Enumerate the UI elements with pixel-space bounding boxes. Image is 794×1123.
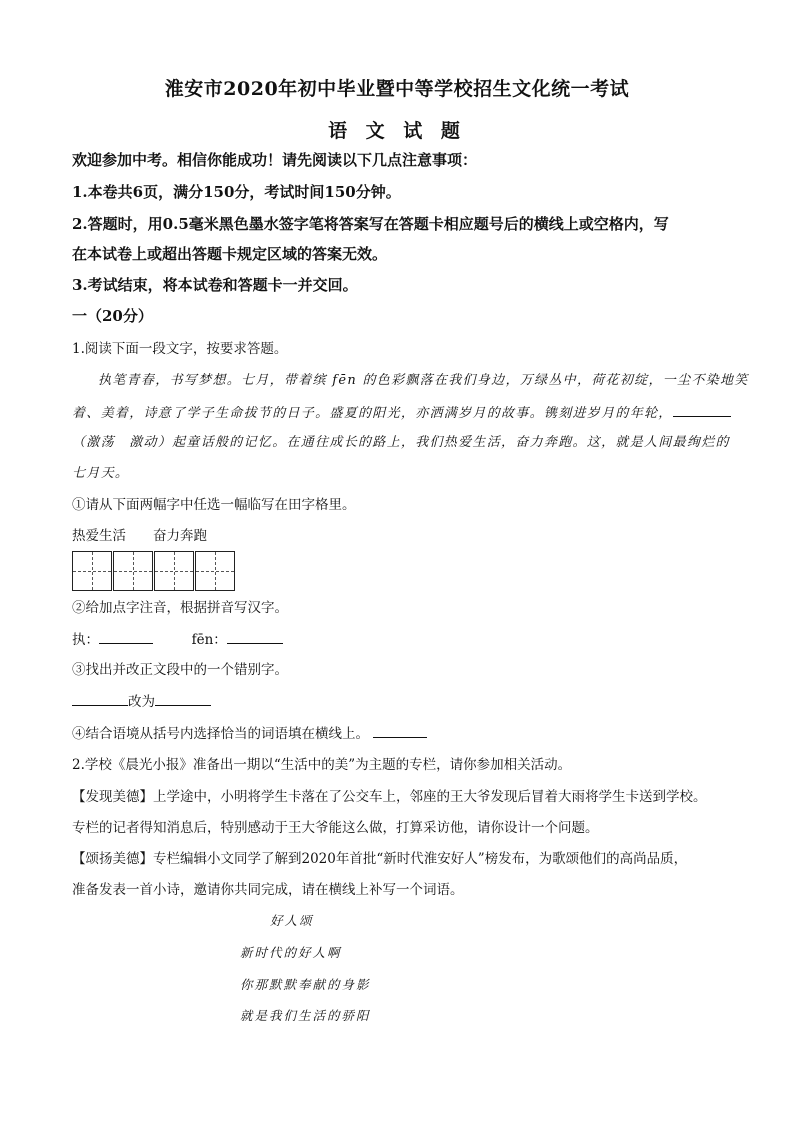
pinyin-blank-fen[interactable]: [227, 629, 283, 644]
passage-line-4: 七月天。: [72, 466, 130, 481]
notice-item-2-line1: 2.答题时，用0.5毫米黑色墨水签字笔将答案写在答题卡相应题号后的横线上或空格内，写: [72, 215, 669, 233]
exam-subtitle: 语 文 试 题: [328, 120, 466, 142]
poem-line-1: 新时代的好人啊: [240, 945, 342, 960]
typo-wrong-blank[interactable]: [72, 691, 128, 706]
word-choice-blank[interactable]: [373, 723, 427, 738]
praise-virtue-text1: 专栏编辑小文同学了解到2020年首批“新时代淮安好人”榜发布，为歌颂他们的高尚品质，: [153, 851, 688, 867]
typo-change-label: 改为: [128, 694, 155, 710]
typo-answer-row: [72, 691, 211, 712]
exam-title: 淮安市2020年初中毕业暨中等学校招生文化统一考试: [164, 78, 630, 100]
passage-line-2-wrap: [72, 402, 731, 424]
passage-answer-blank[interactable]: [673, 402, 731, 417]
passage-line-2: 着、美着，诗意了学子生命拔节的日子。盛夏的阳光，亦洒满岁月的故事。镌刻进岁月的年轮，: [72, 406, 673, 421]
section-heading: 一（20分）: [72, 307, 153, 325]
typo-correct-blank[interactable]: [155, 691, 211, 706]
passage-line-3: （激荡 激动）起童话般的记忆。在通往成长的路上，我们热爱生活，奋力奔跑。这，就是人间最绚烂的: [72, 435, 730, 450]
find-virtue-tag: 【发现美德】: [72, 789, 153, 805]
poem-line-2: 你那默默奉献的身影: [240, 977, 371, 992]
pinyin-blank-zhi[interactable]: [99, 629, 153, 644]
tianzige-cell[interactable]: [154, 551, 194, 591]
notice-intro: 欢迎参加中考。相信你能成功！请先阅读以下几点注意事项：: [72, 151, 478, 169]
praise-virtue-tag: 【颂扬美德】: [72, 851, 153, 867]
pinyin-label-fen: fēn：: [191, 632, 227, 648]
sub-question-1: ①请从下面两幅字中任选一幅临写在田字格里。: [72, 497, 356, 513]
tianzige-grid: [72, 551, 236, 591]
praise-virtue-text2: 准备发表一首小诗，邀请你共同完成，请在横线上补写一个词语。: [72, 882, 464, 898]
tianzige-cell[interactable]: [72, 551, 112, 591]
sub-question-4-row: [72, 723, 427, 744]
praise-virtue-line1: [72, 849, 687, 869]
notice-item-2-line2: 在本试卷上或超出答题卡规定区域的答案无效。: [72, 245, 388, 263]
passage-line-1: 执笔青春，书写梦想。七月，带着缤 fēn 的色彩飘落在我们身边，万绿丛中，荷花初绽，一尘不染地笑: [98, 373, 749, 388]
tianzige-cell[interactable]: [113, 551, 153, 591]
poem-line-3: 就是我们生活的骄阳: [240, 1008, 371, 1023]
sub-question-3: ③找出并改正文段中的一个错别字。: [72, 662, 288, 678]
tianzige-cell[interactable]: [195, 551, 235, 591]
pinyin-answers: [72, 629, 283, 650]
copy-words: 热爱生活 奋力奔跑: [72, 528, 207, 544]
poem-title: 好人颂: [270, 913, 314, 928]
question-1-prompt: 1.阅读下面一段文字，按要求答题。: [72, 341, 288, 357]
question-2-prompt: 2.学校《晨光小报》准备出一期以“生活中的美”为主题的专栏，请你参加相关活动。: [72, 757, 572, 773]
notice-item-1: 1.本卷共6页，满分150分，考试时间150分钟。: [72, 183, 401, 201]
find-virtue-text2: 专栏的记者得知消息后，特别感动于王大爷能这么做，打算采访他，请你设计一个问题。: [72, 820, 599, 836]
pinyin-label-zhi: 执：: [72, 632, 99, 648]
notice-item-3: 3.考试结束，将本试卷和答题卡一并交回。: [72, 276, 358, 294]
sub-question-2: ②给加点字注音，根据拼音写汉字。: [72, 600, 288, 616]
sub-question-4: ④结合语境从括号内选择恰当的词语填在横线上。: [72, 726, 369, 742]
find-virtue-text1: 上学途中，小明将学生卡落在了公交车上，邻座的王大爷发现后冒着大雨将学生卡送到学校。: [153, 789, 707, 805]
find-virtue-line1: [72, 787, 707, 807]
